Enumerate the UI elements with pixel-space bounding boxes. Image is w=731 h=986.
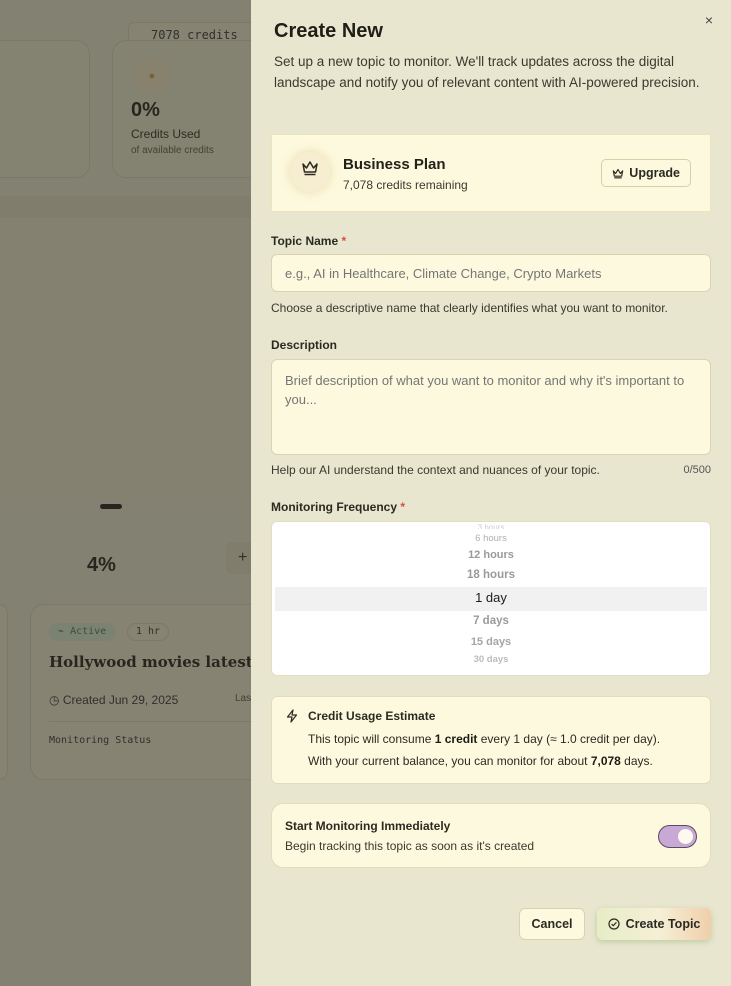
check-circle-icon	[608, 918, 620, 930]
create-topic-button[interactable]	[597, 908, 711, 940]
bolt-icon	[285, 709, 299, 723]
upgrade-label: Upgrade	[629, 166, 680, 180]
estimate-line-2-suffix: days.	[620, 754, 653, 768]
crown-icon	[612, 168, 624, 179]
required-mark: *	[341, 234, 347, 248]
estimate-line-1-prefix: This topic will consume	[308, 732, 435, 746]
frequency-option[interactable]: 6 hours	[475, 533, 507, 544]
estimate-line-1	[308, 732, 660, 746]
topic-name-label	[271, 234, 346, 248]
description-counter: 0/500	[683, 464, 711, 476]
start-monitoring-card	[271, 803, 711, 868]
frequency-label	[271, 500, 405, 514]
upgrade-button[interactable]	[601, 159, 691, 187]
start-monitoring-toggle[interactable]	[658, 825, 697, 848]
frequency-option-selected[interactable]: 1 day	[475, 590, 507, 605]
estimate-line-1-suffix: every 1 day (≈ 1.0 credit per day).	[477, 732, 661, 746]
description-hint: Help our AI understand the context and nuances of your topic.	[271, 463, 600, 477]
frequency-option[interactable]: 15 days	[470, 636, 512, 648]
frequency-label-text: Monitoring Frequency	[271, 500, 397, 514]
description-input[interactable]	[271, 359, 711, 455]
frequency-option[interactable]: 3 hours	[477, 523, 505, 529]
estimate-credit-amount: 1 credit	[434, 732, 478, 746]
close-icon[interactable]: ×	[704, 12, 714, 28]
frequency-option[interactable]: 30 days	[473, 654, 509, 665]
start-monitoring-subtitle: Begin tracking this topic as soon as it's created	[285, 839, 535, 853]
start-monitoring-title: Start Monitoring Immediately	[285, 819, 451, 833]
credit-estimate-card	[271, 696, 711, 784]
plan-card	[271, 134, 711, 212]
plan-name: Business Plan	[343, 156, 446, 173]
create-topic-label: Create Topic	[625, 917, 701, 931]
frequency-option[interactable]: 7 days	[473, 615, 509, 627]
frequency-picker-wheel[interactable]	[271, 521, 711, 676]
topic-name-hint: Choose a descriptive name that clearly identifies what you want to monitor.	[271, 301, 668, 315]
estimate-line-2-prefix: With your current balance, you can monitor for about	[308, 754, 591, 768]
description-label: Description	[271, 338, 338, 352]
estimate-days: 7,078	[590, 754, 621, 768]
toggle-knob	[678, 829, 693, 844]
frequency-option[interactable]: 12 hours	[468, 549, 514, 561]
cancel-button[interactable]: Cancel	[519, 908, 585, 940]
plan-credits: 7,078 credits remaining	[343, 178, 468, 192]
estimate-line-2	[308, 754, 653, 768]
required-mark: *	[400, 500, 406, 514]
topic-name-label-text: Topic Name	[271, 234, 339, 248]
topic-name-input[interactable]	[271, 254, 711, 292]
create-topic-drawer	[251, 0, 731, 986]
estimate-title: Credit Usage Estimate	[308, 709, 436, 723]
drawer-title: Create New	[274, 20, 383, 42]
frequency-option[interactable]: 18 hours	[467, 569, 515, 581]
drawer-intro: Set up a new topic to monitor. We'll track updates across the digital landscape and notify you of relevant content with AI-powered precision.	[274, 54, 700, 90]
crown-icon	[290, 152, 330, 192]
